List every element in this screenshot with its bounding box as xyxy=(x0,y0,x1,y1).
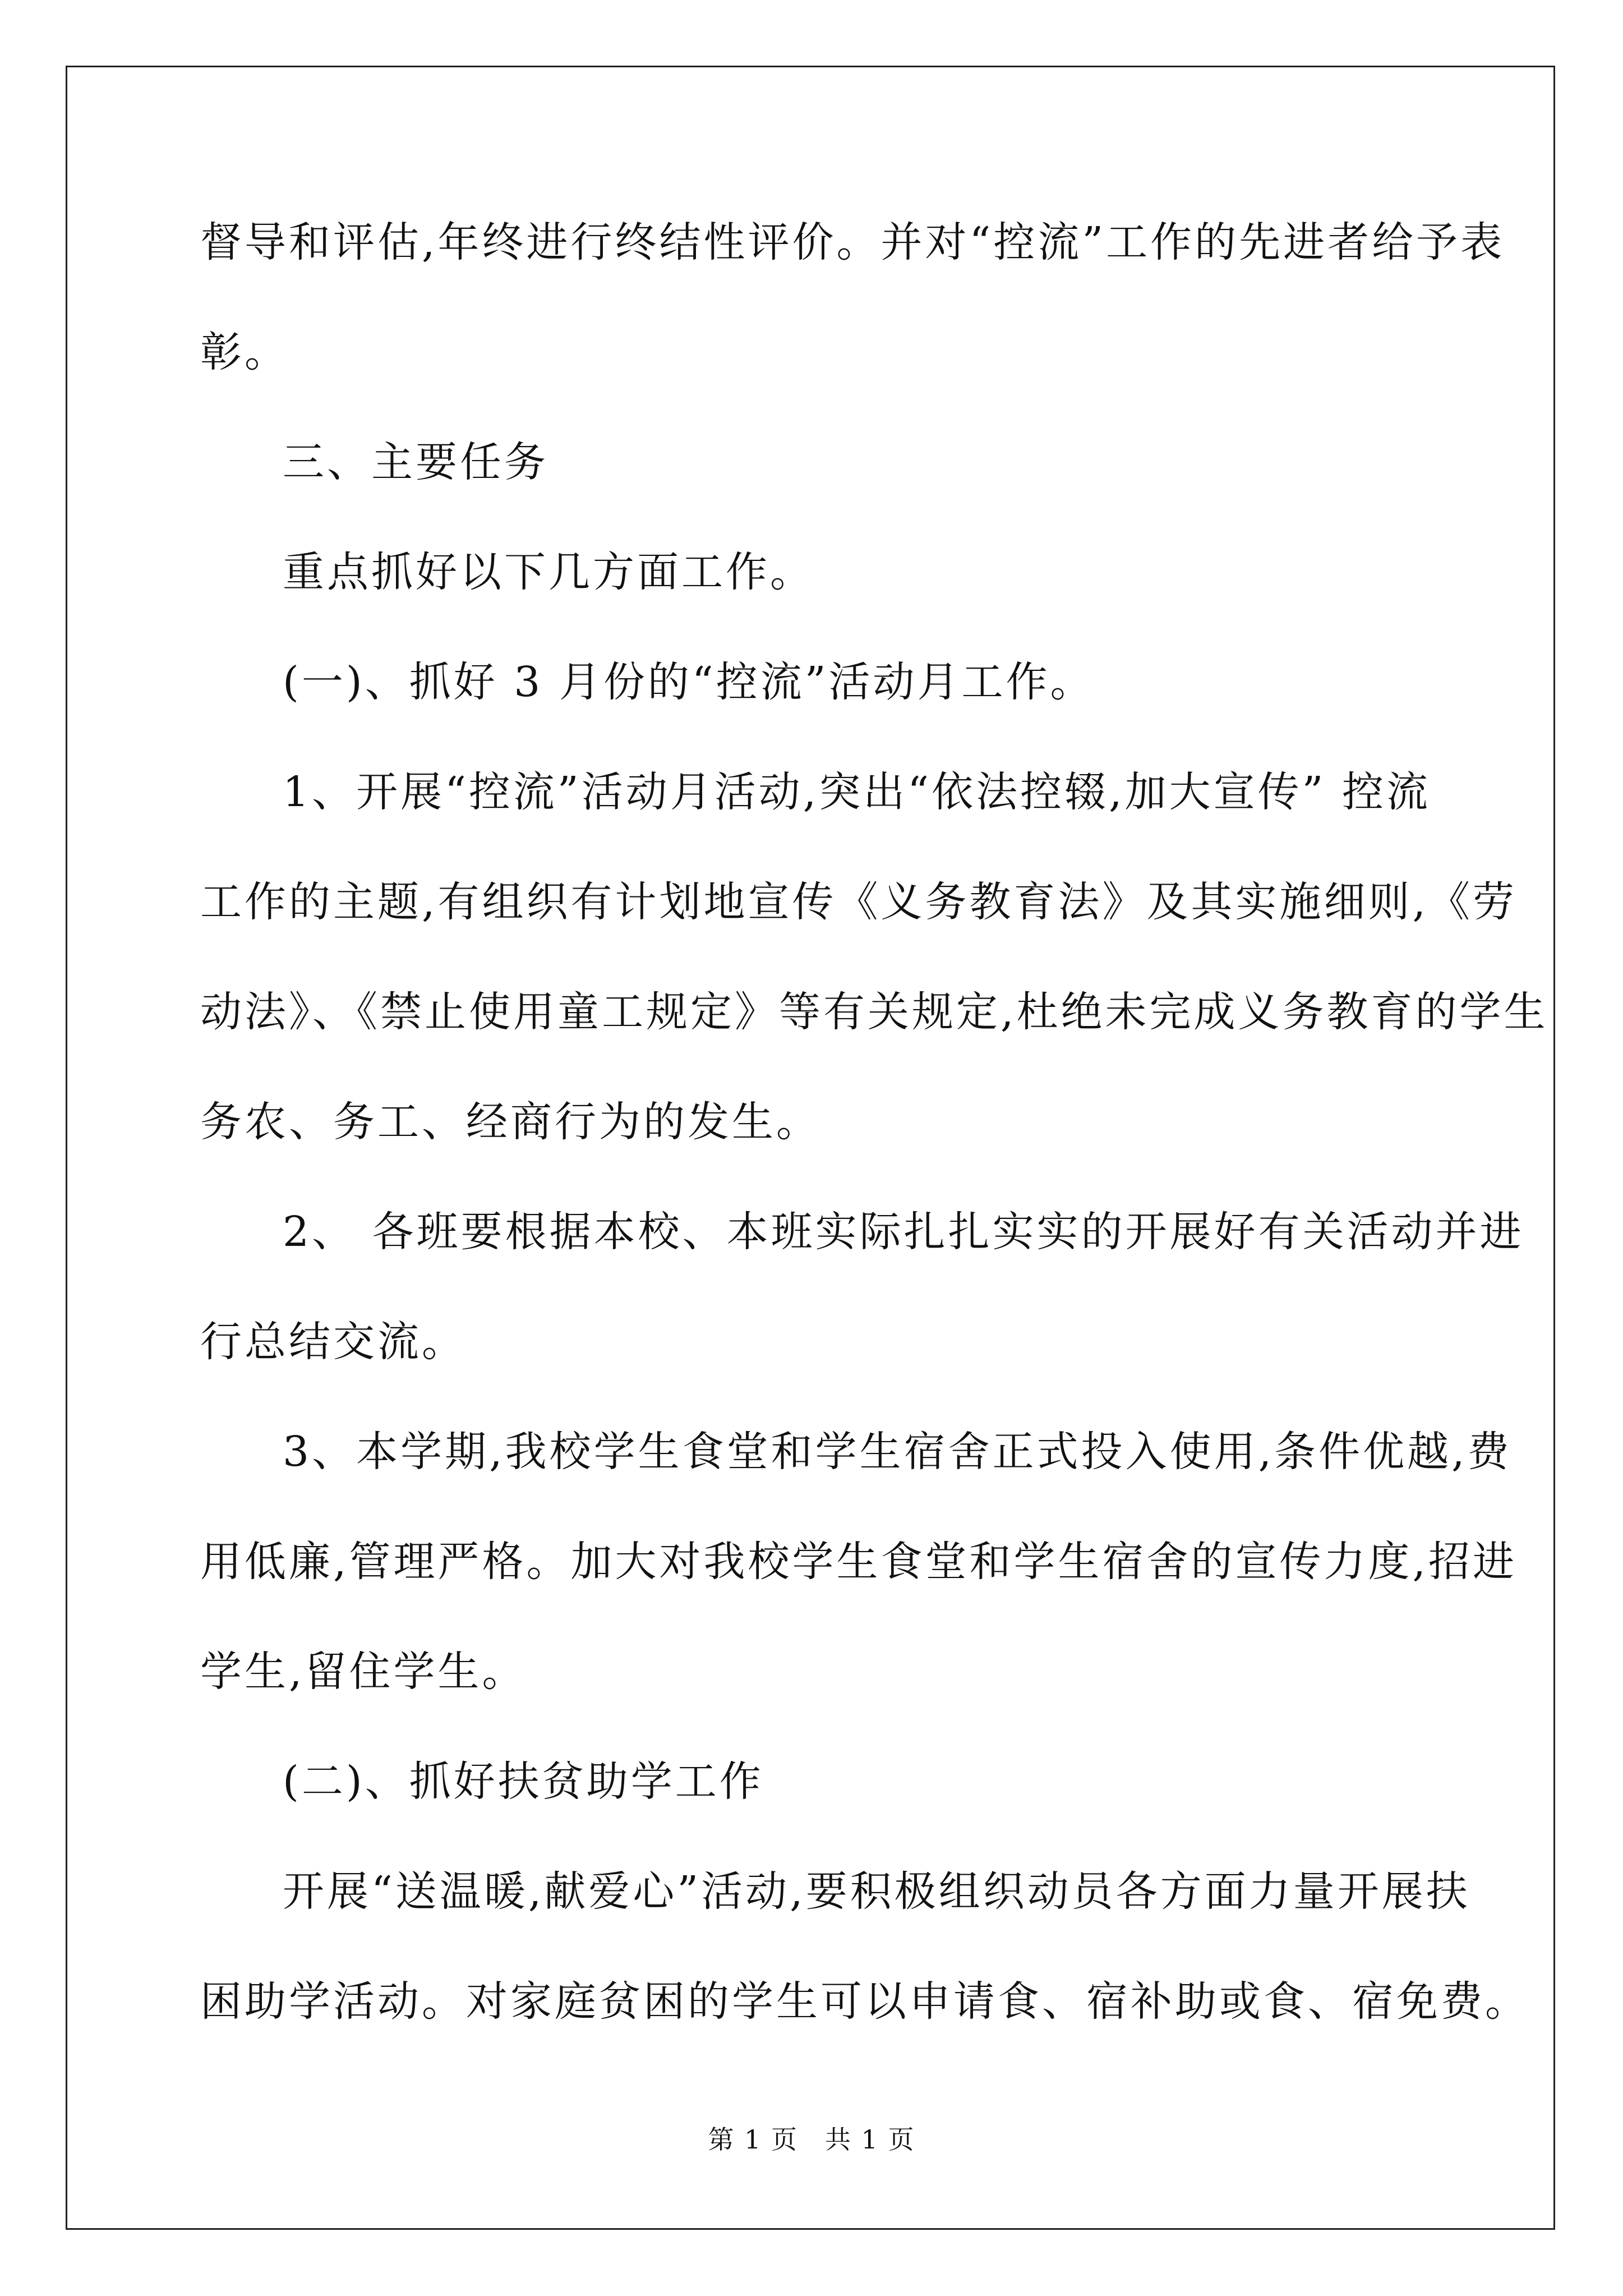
text-line: 务农、务工、经商行为的发生。 xyxy=(200,1098,820,1146)
text-line: 行总结交流。 xyxy=(200,1318,466,1366)
paragraph-line: 重点抓好以下几方面工作。 xyxy=(283,548,814,596)
text-line: 困助学活动。对家庭贫困的学生可以申请食、宿补助或食、宿免费。 xyxy=(200,1977,1529,2026)
text-line: 用低廉,管理严格。加大对我校学生食堂和学生宿舍的宣传力度,招进 xyxy=(200,1538,1518,1586)
text-line: 彰。 xyxy=(200,328,289,376)
paragraph-line: 2、 各班要根据本校、本班实际扎扎实实的开展好有关活动并进 xyxy=(283,1208,1524,1256)
text-line: 工作的主题,有组织有计划地宣传《义务教育法》及其实施细则,《劳 xyxy=(200,878,1518,926)
subsection-heading: (二)、抓好扶贫助学工作 xyxy=(283,1757,764,1806)
paragraph-line: 开展“送温暖,献爱心”活动,要积极组织动员各方面力量开展扶 xyxy=(283,1867,1470,1916)
subsection-heading: (一)、抓好 3 月份的“控流”活动月工作。 xyxy=(283,658,1095,706)
page-number-footer: 第 1 页 共 1 页 xyxy=(708,2124,915,2155)
section-heading: 三、主要任务 xyxy=(283,438,548,486)
paragraph-line: 1、开展“控流”活动月活动,突出“依法控辍,加大宣传” 控流 xyxy=(283,768,1431,816)
paragraph-line: 3、本学期,我校学生食堂和学生宿舍正式投入使用,条件优越,费 xyxy=(283,1428,1512,1476)
text-line: 学生,留住学生。 xyxy=(200,1648,527,1696)
text-line: 动法》、《禁止使用童工规定》等有关规定,杜绝未完成义务教育的学生 xyxy=(200,988,1548,1036)
text-line: 督导和评估,年终进行终结性评价。并对“控流”工作的先进者给予表 xyxy=(200,218,1505,266)
